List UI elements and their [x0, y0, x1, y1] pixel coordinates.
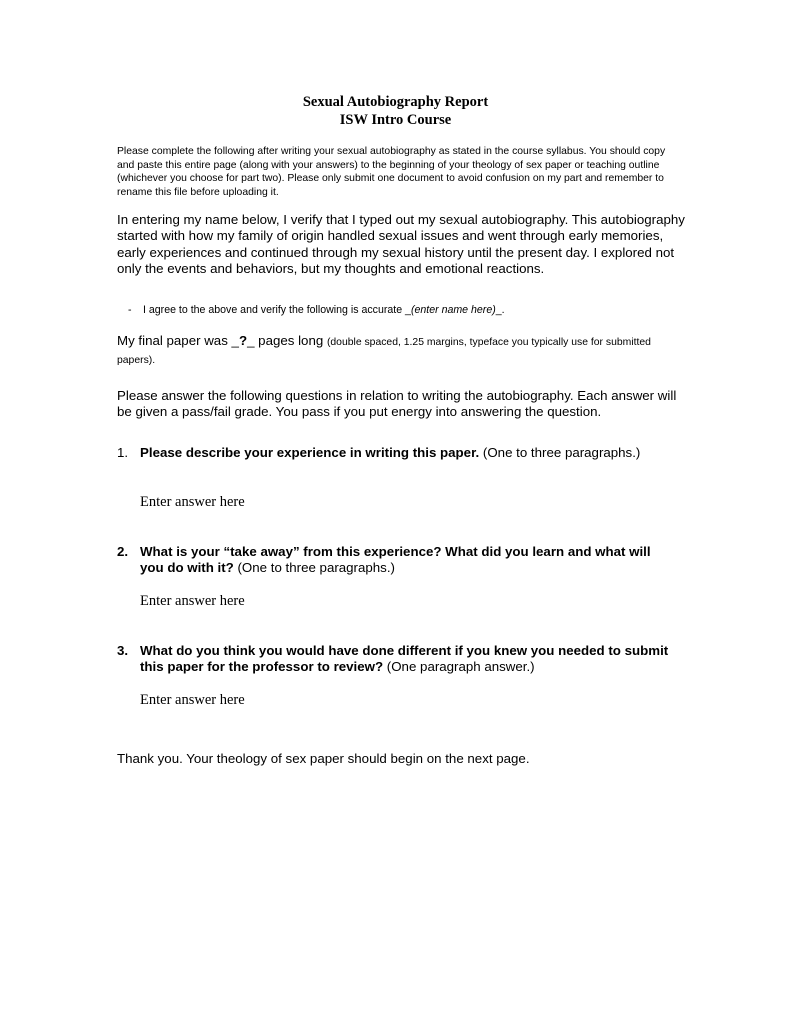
name-entry-field[interactable]: (enter name here) [410, 304, 496, 316]
question-hint: (One to three paragraphs.) [233, 560, 395, 576]
question-text: What do you think you would have done different if you knew you needed to submit this paper for the professor to review? [140, 643, 669, 675]
agreement-prefix: I agree to the above and verify the following is accurate _ [143, 304, 411, 316]
question-text: Please describe your experience in writing this paper. [140, 445, 480, 460]
paper-length-line [117, 333, 687, 370]
question-hint: (One paragraph answer.) [383, 659, 535, 675]
agreement-line [128, 303, 688, 317]
document-subtitle: ISW Intro Course [339, 112, 452, 128]
question-hint: (One to three paragraphs.) [479, 445, 641, 460]
question-text: What is your “take away” from this experience? What did you learn and what will you do with it? [140, 544, 651, 576]
verification-statement: In entering my name below, I verify that I typed out my sexual autobiography. This autobiography started with how my family of origin handled sexual issues and went through early memories, early experiences and continued through my sexual history until the present day. I explored not only the events and behaviors, but my thoughts and emotional reactions. [117, 212, 685, 276]
questions-instructions: Please answer the following questions in relation to writing the autobiography. Each answer will be given a pass/fail grade. You pass if you put energy into answering the question. [117, 388, 677, 420]
page-count-field[interactable]: ? [238, 333, 248, 348]
question-number: 1. [117, 445, 129, 460]
closing-note: Thank you. Your theology of sex paper should begin on the next page. [117, 751, 530, 766]
bullet-dash: - [128, 304, 132, 316]
formatting-note: (double spaced, 1.25 margins, typeface you typically use for submitted papers) [117, 337, 651, 367]
question-number: 2. [117, 544, 129, 559]
intro-paragraph: Please complete the following after writing your sexual autobiography as stated in the course syllabus. You should copy and paste this entire page (along with your answers) to the beginning of your theology of sex paper or teaching outline (whichever you choose for part two). Please only submit one document to avoid confusion on my part and remember to rename this file before uploading it. [117, 146, 666, 198]
document-title: Sexual Autobiography Report [302, 94, 489, 110]
answer-field[interactable]: Enter answer here [140, 593, 245, 609]
question-number: 3. [117, 643, 129, 658]
answer-field[interactable]: Enter answer here [140, 692, 245, 708]
paper-length-prefix: My final paper was _ [117, 333, 239, 348]
agreement-suffix: _. [495, 304, 505, 316]
paper-length-suffix: _ pages long [247, 333, 327, 348]
answer-field[interactable]: Enter answer here [140, 494, 245, 510]
formatting-note-end: . [152, 355, 156, 367]
